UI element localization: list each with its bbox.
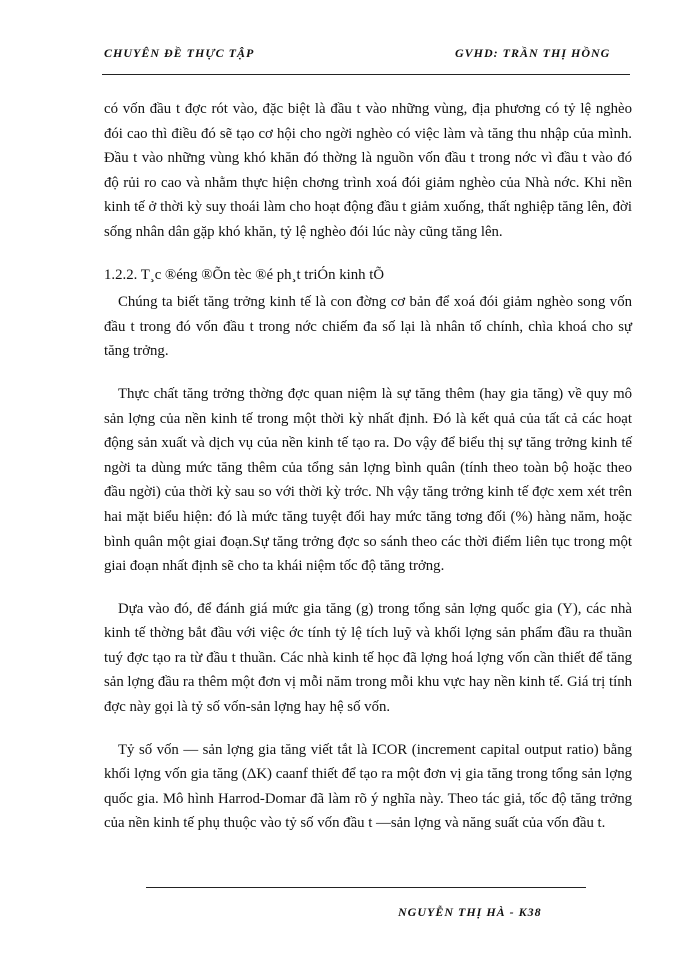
page-header-right: GVHD: TRẦN THỊ HỒNG xyxy=(455,46,611,60)
paragraph: Dựa vào đó, để đánh giá mức gia tăng (g) trong tổng sản lợng quốc gia (Y), các nhà kinh tế thờng bắt đầu với việc ớc tính tỷ lệ tích luỹ và khối lợng sản phẩm đầu ra thuần tuý đợc tạo ra từ đầu t thuần. Các nhà kinh tế học đã lợng hoá lợng vốn cần thiết để tăng sản lợng đầu ra thêm một đơn vị mỗi năm trong mỗi khu vực hay nền kinh tế. Giá trị tính đợc này gọi là tỷ số vốn-sản lợng hay hệ số vốn. xyxy=(104,600,632,716)
page-footer: NGUYỄN THỊ HÀ - K38 xyxy=(398,905,542,919)
section-heading: 1.2.2. T¸c ®éng ®Õn tèc ®é ph¸t triÓn kinh tÕ xyxy=(104,266,385,283)
paragraph: Chúng ta biết tăng trởng kinh tế là con đờng cơ bản để xoá đói giảm nghèo song vốn đầu t trong đó vốn đầu t trong nớc chiếm đa số lại là nhân tố chính, chìa khoá cho sự tăng trởng. xyxy=(104,294,632,360)
page-header-left: CHUYÊN ĐỀ THỰC TẬP xyxy=(104,46,255,60)
paragraph: có vốn đầu t đợc rót vào, đặc biệt là đầu t vào những vùng, địa phương có tỷ lệ nghèo đói cao thì điều đó sẽ tạo cơ hội cho ngời nghèo có việc làm và tăng thu nhập của mình. Đầu t vào những vùng khó khăn đó thờng là nguồn vốn đầu t trong nớc vì đầu t vào đó độ rủi ro cao và nhằm thực hiện chơng trình xoá đói giảm nghèo của Nhà nớc. Khi nền kinh tế ở thời kỳ suy thoái làm cho hoạt động đầu t giảm xuống, thất nghiệp tăng lên, đời sống nhân dân gặp khó khăn, tỷ lệ nghèo đói lúc này cũng tăng lên. xyxy=(104,101,632,240)
paragraph: Thực chất tăng trởng thờng đợc quan niệm là sự tăng thêm (hay gia tăng) về quy mô sản lợng của nền kinh tế trong một thời kỳ nhất định. Đó là kết quả của tất cả các hoạt động sản xuất và dịch vụ của nền kinh tế tạo ra. Do vậy để biểu thị sự tăng trởng kinh tế ngời ta dùng mức tăng thêm của tổng sản lợng bình quân (tính theo toàn bộ hoặc theo đầu ngời) của thời kỳ sau so với thời kỳ trớc. Nh vậy tăng trởng kinh tế đợc xem xét trên hai mặt biểu hiện: đó là mức tăng tuyệt đối hay mức tăng tơng đối (%) hàng năm, hoặc bình quân một giai đoạn.Sự tăng trởng đợc so sánh theo các thời điểm liên tục trong một giai đoạn nhất định sẽ cho ta khái niệm tốc độ tăng trởng. xyxy=(104,385,632,575)
paragraph: Tỷ số vốn — sản lợng gia tăng viết tắt là ICOR (increment capital output ratio) bằng khối lợng vốn gia tăng (ΔK) caanf thiết để tạo ra một đơn vị gia tăng trong tổng sản lợng quốc gia. Mô hình Harrod-Domar đã làm rõ ý nghĩa này. Theo tác giả, tốc độ tăng trởng của nền kinh tế phụ thuộc vào tỷ số vốn đầu t —sản lợng và năng suất của vốn đầu t. xyxy=(104,741,632,832)
footer-divider xyxy=(146,887,586,888)
header-divider xyxy=(102,74,630,75)
document-body xyxy=(104,97,632,836)
